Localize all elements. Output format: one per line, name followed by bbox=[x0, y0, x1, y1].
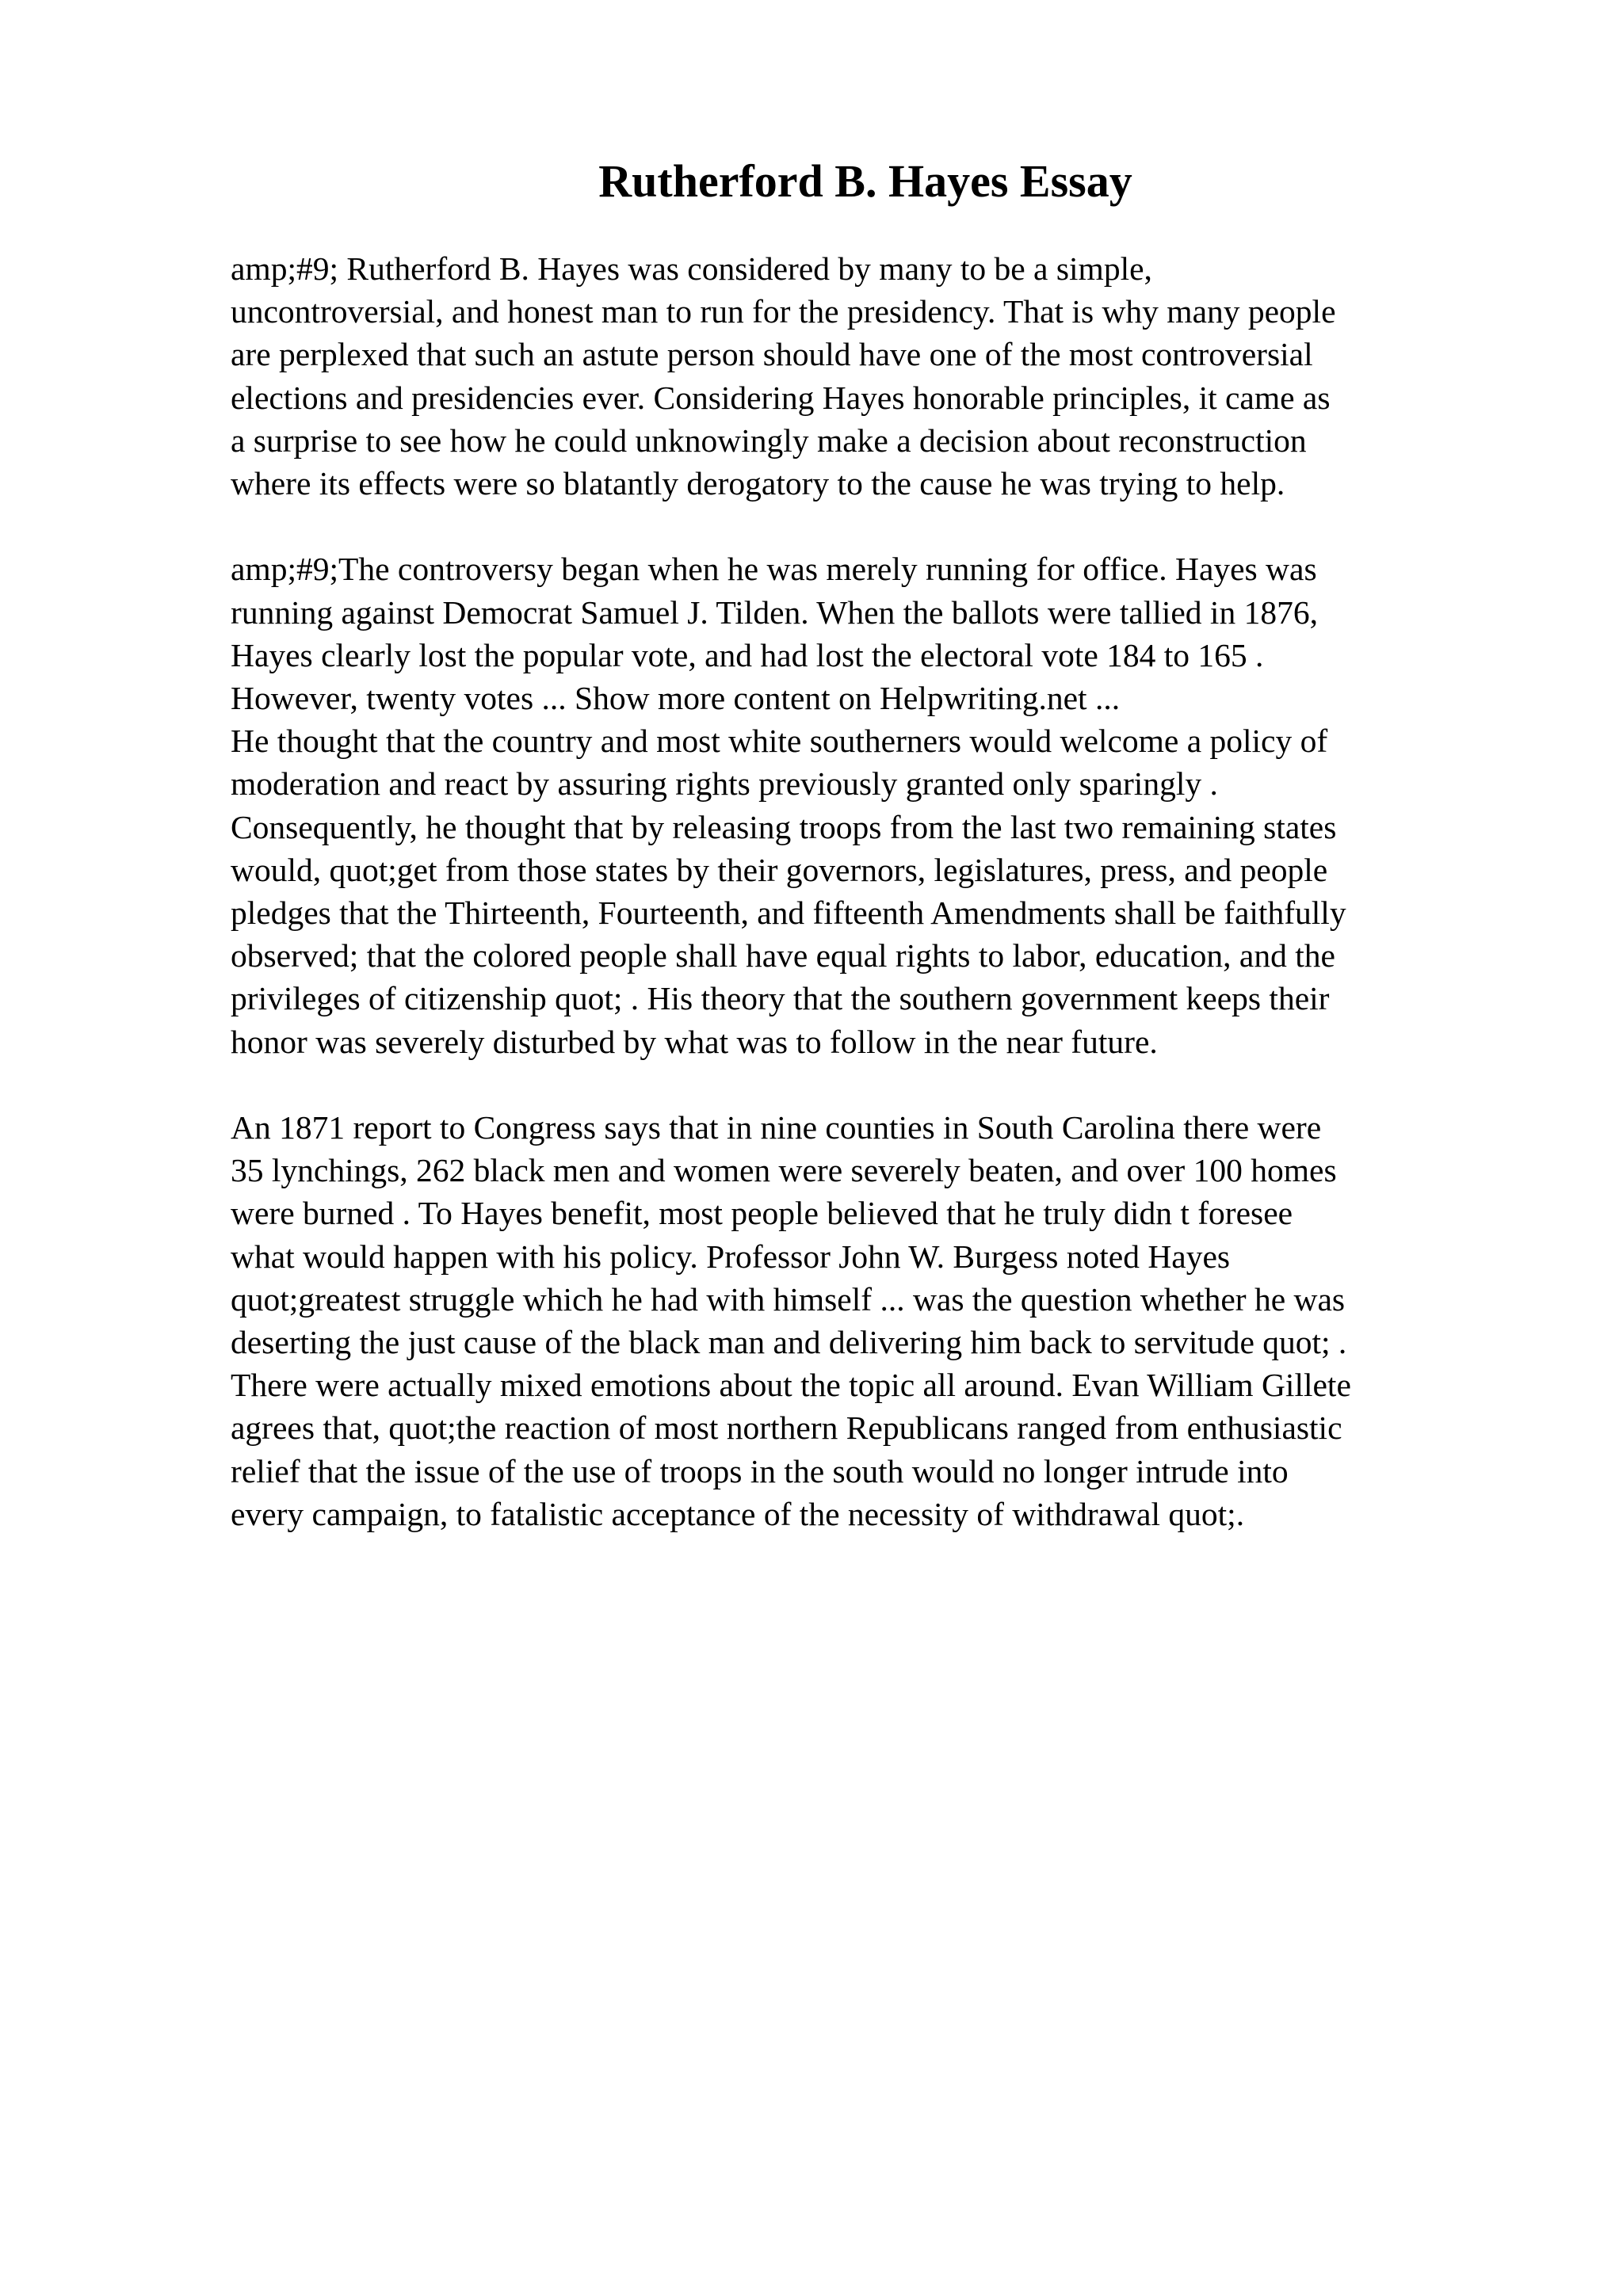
paragraph-2 bbox=[231, 547, 1499, 1062]
text-line: 35 lynchings, 262 black men and women were severely beaten, and over 100 homes bbox=[231, 1152, 1337, 1189]
text-line: quot;greatest struggle which he had with himself ... was the question whether he was bbox=[231, 1280, 1346, 1318]
text-line: honor was severely disturbed by what was to follow in the near future. bbox=[231, 1023, 1158, 1060]
text-line: a surprise to see how he could unknowingly make a decision about reconstruction bbox=[231, 421, 1307, 459]
text-line: Consequently, he thought that by releasing troops from the last two remaining states bbox=[231, 808, 1337, 845]
text-line: were burned . To Hayes benefit, most people believed that he truly didn t foresee bbox=[231, 1195, 1293, 1232]
text-line: pledges that the Thirteenth, Fourteenth, and fifteenth Amendments shall be faithfully bbox=[231, 894, 1346, 932]
text-line: running against Democrat Samuel J. Tilden. When the ballots were tallied in 1876, bbox=[231, 593, 1318, 631]
text-line: However, twenty votes ... Show more content on Helpwriting.net ... bbox=[231, 680, 1121, 717]
document-body bbox=[231, 247, 1499, 1578]
text-line: amp;#9;The controversy began when he was merely running for office. Hayes was bbox=[231, 551, 1317, 588]
text-line: privileges of citizenship quot; . His theory that the southern government keeps their bbox=[231, 980, 1330, 1017]
text-line: moderation and react by assuring rights previously granted only sparingly . bbox=[231, 765, 1218, 803]
text-line: An 1871 report to Congress says that in nine counties in South Carolina there were bbox=[231, 1109, 1322, 1146]
text-line: There were actually mixed emotions about the topic all around. Evan William Gillete bbox=[231, 1367, 1351, 1404]
text-line: observed; that the colored people shall have equal rights to labor, education, and the bbox=[231, 937, 1335, 974]
text-line: deserting the just cause of the black man and delivering him back to servitude quot; . bbox=[231, 1324, 1347, 1361]
text-line: where its effects were so blatantly derogatory to the cause he was trying to help. bbox=[231, 465, 1285, 502]
text-line: agrees that, quot;the reaction of most northern Republicans ranged from enthusiastic bbox=[231, 1409, 1342, 1447]
text-line: Hayes clearly lost the popular vote, and had lost the electoral vote 184 to 165 . bbox=[231, 636, 1264, 673]
paragraph-1 bbox=[231, 247, 1499, 505]
text-line: what would happen with his policy. Professor John W. Burgess noted Hayes bbox=[231, 1238, 1231, 1275]
text-line: relief that the issue of the use of troops in the south would no longer intrude into bbox=[231, 1452, 1289, 1489]
text-line: uncontroversial, and honest man to run for the presidency. That is why many people bbox=[231, 293, 1336, 330]
paragraph-3 bbox=[231, 1106, 1499, 1535]
text-line: would, quot;get from those states by their governors, legislatures, press, and people bbox=[231, 851, 1328, 888]
text-line: elections and presidencies ever. Considering Hayes honorable principles, it came as bbox=[231, 379, 1331, 416]
text-line: He thought that the country and most white southerners would welcome a policy of bbox=[231, 723, 1328, 760]
text-line: are perplexed that such an astute person should have one of the most controversial bbox=[231, 336, 1313, 373]
text-line: every campaign, to fatalistic acceptance of the necessity of withdrawal quot;. bbox=[231, 1495, 1245, 1532]
text-line: amp;#9; Rutherford B. Hayes was considered by many to be a simple, bbox=[231, 250, 1152, 287]
document-title: Rutherford B. Hayes Essay bbox=[598, 155, 1132, 207]
